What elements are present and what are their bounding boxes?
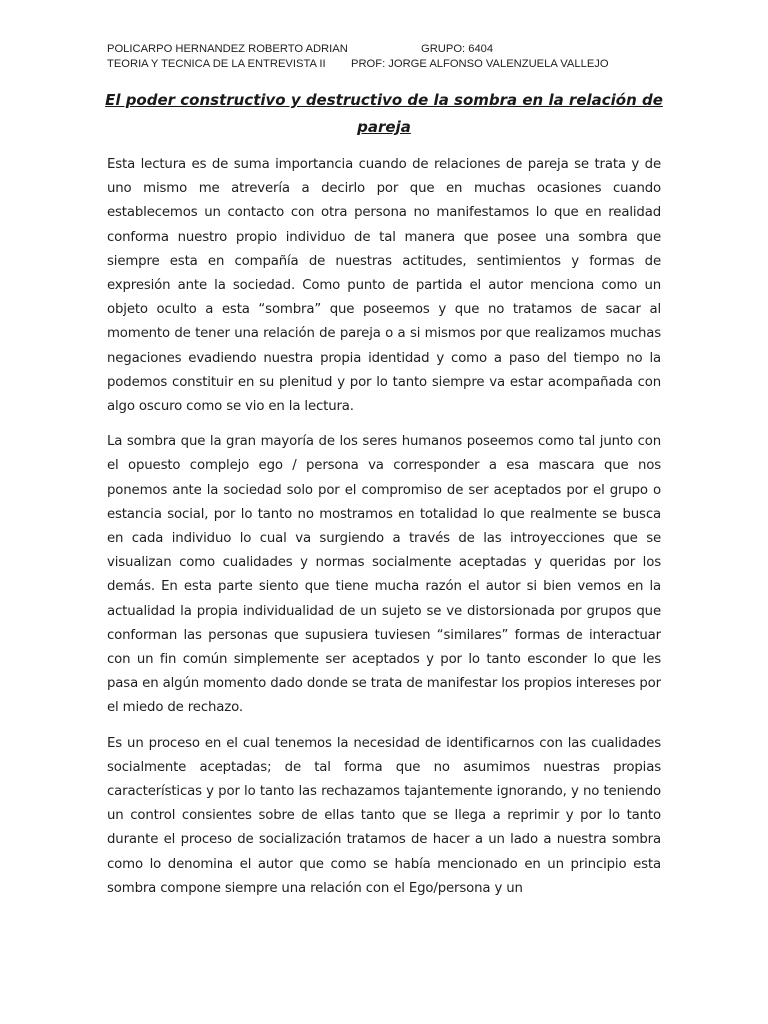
professor-name: PROF: JORGE ALFONSO VALENZUELA VALLEJO xyxy=(351,58,609,70)
body-paragraph-3: Es un proceso en el cual tenemos la necesidad de identificarnos con las cualidades socialmente aceptadas; de tal forma que no asumimos nuestras propias características y por lo tanto las rechazamos tajantemente ignorando, y no teniendo un control consientes sobre de ellas tanto que se llega a reprimir y por lo tanto durante el proceso de socialización tratamos de hacer a un lado a nuestra sombra como lo denomina el autor que como se había mencionado en un principio esta sombra compone siempre una relación con el Ego/persona y un xyxy=(107,735,661,896)
group-number: GRUPO: 6404 xyxy=(421,43,494,55)
header-row-2 xyxy=(107,57,667,72)
author-name: POLICARPO HERNANDEZ ROBERTO ADRIAN xyxy=(107,43,348,55)
header-row-1 xyxy=(107,42,667,57)
body-paragraph-2: La sombra que la gran mayoría de los seres humanos poseemos como tal junto con el opuesto complejo ego / persona va corresponder a esa mascara que nos ponemos ante la sociedad solo por el compromiso de ser aceptados por el grupo o estancia social, por lo tanto no mostramos en totalidad lo que realmente se busca en cada individuo lo cual va surgiendo a través de las introyecciones que se visualizan como cualidades y normas socialmente aceptadas y queridas por los demás. En esta parte siento que tiene mucha razón el autor si bien vemos en la actualidad la propia individualidad de un sujeto se ve distorsionada por grupos que conforman las personas que supusiera tuviesen “similares” formas de interactuar con un fin común simplemente ser aceptados y por lo tanto esconder lo que les pasa en algún momento dado donde se trata de manifestar los propios intereses por el miedo de rechazo. xyxy=(107,434,661,716)
document-title: El poder constructivo y destructivo de la sombra en la relación de pareja xyxy=(105,91,663,136)
course-subject: TEORIA Y TECNICA DE LA ENTREVISTA II xyxy=(107,58,326,70)
document-header xyxy=(107,42,667,72)
document-body xyxy=(107,153,661,912)
body-paragraph-1: Esta lectura es de suma importancia cuando de relaciones de pareja se trata y de uno mismo me atrevería a decirlo por que en muchas ocasiones cuando establecemos un contacto con otra persona no manifestamos lo que en realidad conforma nuestro propio individuo de tal manera que posee una sombra que siempre esta en compañía de nuestras actitudes, sentimientos y formas de expresión ante la sociedad. Como punto de partida el autor menciona como un objeto oculto a esta “sombra” que poseemos y que no tratamos de sacar al momento de tener una relación de pareja o a si mismos por que realizamos muchas negaciones evadiendo nuestra propia identidad y como a paso del tiempo no la podemos constituir en su plenitud y por lo tanto siempre va estar acompañada con algo oscuro como se vio en la lectura. xyxy=(107,157,661,415)
